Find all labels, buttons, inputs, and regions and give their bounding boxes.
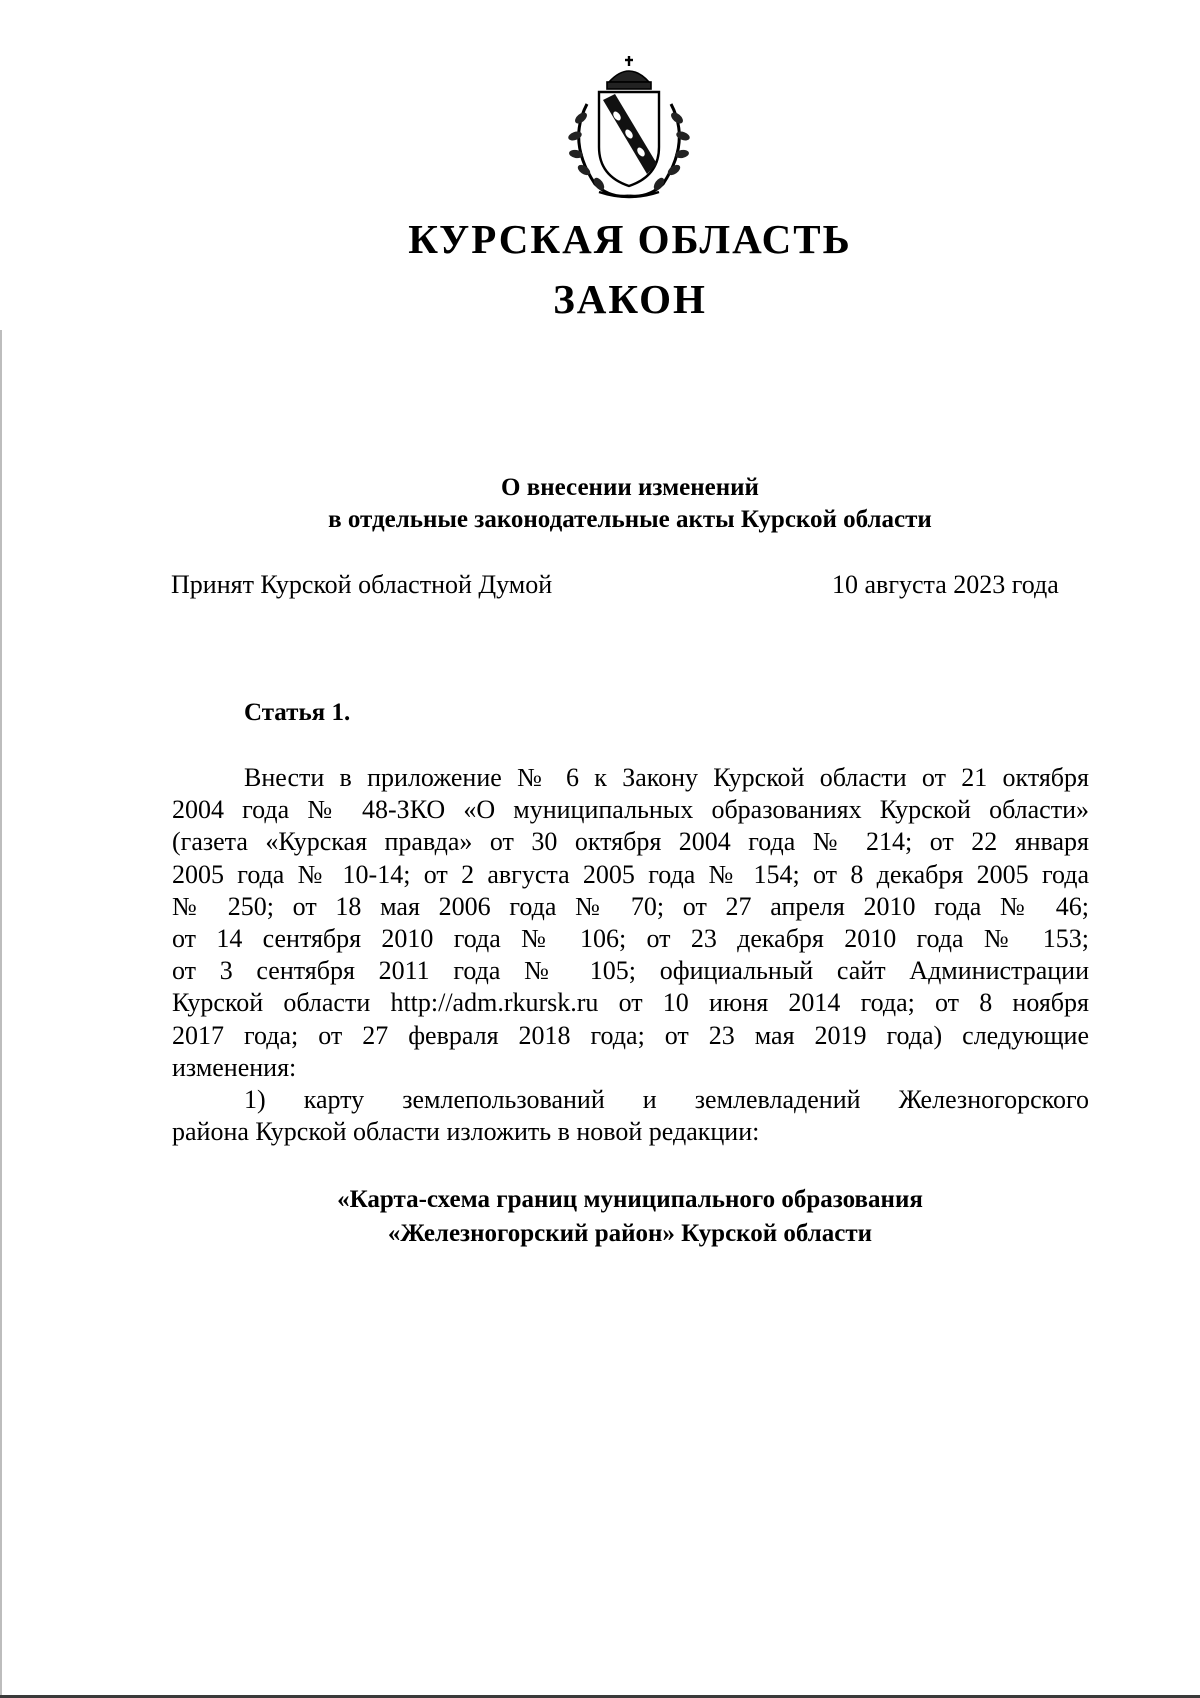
article-text-line: 1) карту землепользований и землевладений Железногорского <box>244 1084 1089 1114</box>
article-heading: Статья 1. <box>244 699 351 726</box>
article-text-line: 2017 года; от 27 февраля 2018 года; от 23 мая 2019 года) следующие <box>172 1020 1089 1050</box>
article-text-line: Внести в приложение № 6 к Закону Курской области от 21 октября <box>244 763 1089 792</box>
region-title: КУРСКАЯ ОБЛАСТЬ <box>408 216 852 262</box>
adoption-date: 10 августа 2023 года <box>832 570 1059 599</box>
article-text-line: 2004 года № 48-ЗКО «О муниципальных образованиях Курской области» <box>172 795 1089 825</box>
law-subject-line-2: в отдельные законодательные акты Курской области <box>328 506 932 533</box>
article-text-line: № 250; от 18 мая 2006 года № 70; от 27 апреля 2010 года № 46; <box>172 891 1089 921</box>
law-subject-line-1: О внесении изменений <box>501 474 759 501</box>
adopted-by: Принят Курской областной Думой <box>171 570 553 599</box>
document-kind: ЗАКОН <box>553 276 707 322</box>
article-text-line: (газета «Курская правда» от 30 октября 2004 года № 214; от 22 января <box>172 827 1089 857</box>
article-body <box>172 762 1089 1148</box>
article-text-line: изменения: <box>172 1052 297 1082</box>
article-text-line: от 3 сентября 2011 года № 105; официальный сайт Администрации <box>172 956 1089 986</box>
coat-of-arms-icon <box>559 52 699 202</box>
map-title-line-2: «Железногорский район» Курской области <box>387 1220 873 1247</box>
article-text-line: 2005 года № 10-14; от 2 августа 2005 года № 154; от 8 декабря 2005 года <box>172 859 1089 889</box>
article-text-line: Курской области http://adm.rkursk.ru от 10 июня 2014 года; от 8 ноября <box>172 988 1089 1018</box>
article-text-line: от 14 сентября 2010 года № 106; от 23 декабря 2010 года № 153; <box>172 923 1089 953</box>
map-title-line-1: «Карта-схема границ муниципального образования <box>337 1186 923 1213</box>
article-text-line: района Курской области изложить в новой редакции: <box>172 1117 760 1147</box>
